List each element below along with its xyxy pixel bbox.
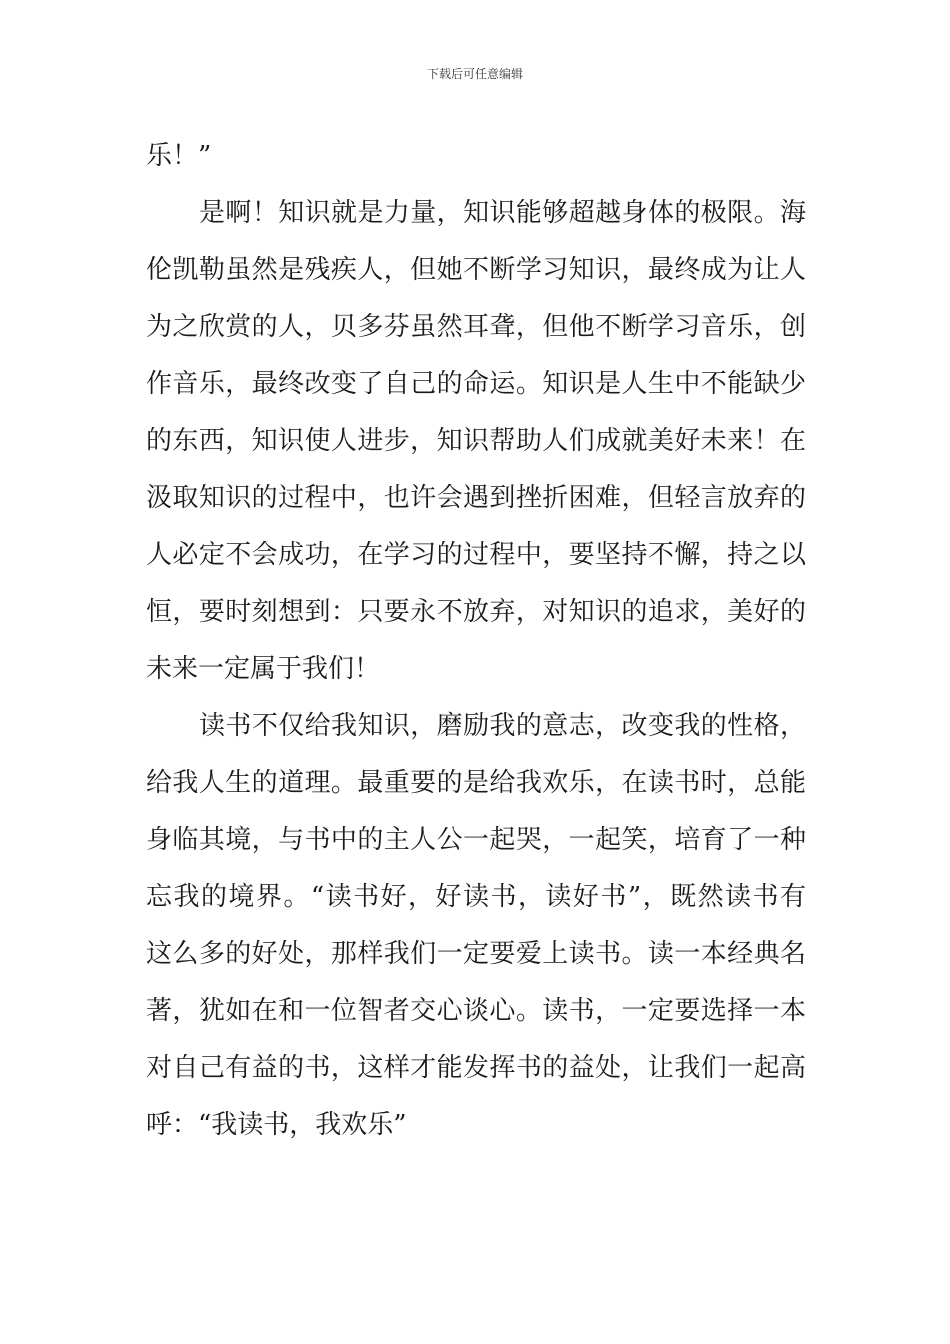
paragraph-last-line: 未来一定属于我们！ <box>146 654 381 684</box>
document-body <box>146 128 806 1154</box>
text-line: 人必定不会成功，在学习的过程中，要坚持不懈，持之以 <box>146 540 806 570</box>
paragraph-first-line: 读书不仅给我知识，磨励我的意志，改变我的性格， <box>199 711 806 741</box>
paragraph-first-line: 是啊！知识就是力量，知识能够超越身体的极限。海 <box>199 198 806 228</box>
paragraph-last-line: 呼：“我读书，我欢乐” <box>146 1110 407 1140</box>
text-line: 对自己有益的书，这样才能发挥书的益处，让我们一起高 <box>146 1053 806 1083</box>
text-line: 伦凯勒虽然是残疾人，但她不断学习知识，最终成为让人 <box>146 255 806 285</box>
text-line: 乐！” <box>146 141 212 171</box>
page-header: 下载后可任意编辑 <box>426 67 523 81</box>
text-line: 身临其境，与书中的主人公一起哭，一起笑，培育了一种 <box>146 825 806 855</box>
text-line: 给我人生的道理。最重要的是给我欢乐，在读书时，总能 <box>146 768 806 798</box>
text-line: 为之欣赏的人，贝多芬虽然耳聋，但他不断学习音乐，创 <box>146 312 806 342</box>
text-line: 汲取知识的过程中，也许会遇到挫折困难，但轻言放弃的 <box>146 483 806 513</box>
text-line: 的东西，知识使人进步，知识帮助人们成就美好未来！在 <box>146 426 806 456</box>
text-line: 著，犹如在和一位智者交心谈心。读书，一定要选择一本 <box>146 996 806 1026</box>
text-line: 忘我的境界。“读书好，好读书，读好书”，既然读书有 <box>146 882 806 912</box>
text-line: 作音乐，最终改变了自己的命运。知识是人生中不能缺少 <box>146 369 806 399</box>
text-line: 这么多的好处，那样我们一定要爱上读书。读一本经典名 <box>146 939 806 969</box>
text-line: 恒，要时刻想到：只要永不放弃，对知识的追求，美好的 <box>146 597 806 627</box>
